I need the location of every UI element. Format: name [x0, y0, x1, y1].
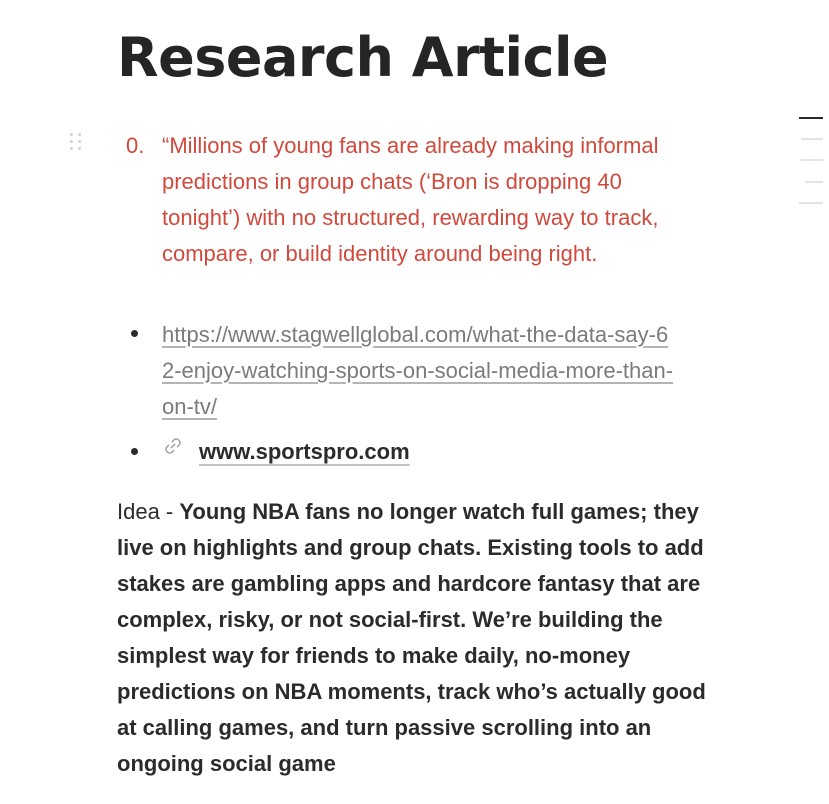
quote-list-item: “Millions of young fans are already making informal predictions in group chats (‘Bron is dropping 40 tonight’) with no structured, rewarding way to track, compare, or build identity around being right. — [162, 133, 659, 266]
toc-entry[interactable] — [799, 117, 823, 119]
toc-entry[interactable] — [805, 181, 823, 183]
toc-entry[interactable] — [801, 138, 823, 140]
page-title: Research Article — [117, 26, 609, 89]
bullet-marker — [131, 330, 138, 337]
list-number-marker: 0. — [126, 133, 145, 158]
sportspro-link[interactable]: www.sportspro.com — [199, 439, 410, 464]
stagwell-link[interactable]: https://www.stagwellglobal.com/what-the-data-say-62-enjoy-watching-sports-on-social-media-more-than-on-tv/ — [162, 322, 674, 419]
toc-entry[interactable] — [799, 202, 823, 204]
toc-entry[interactable] — [801, 159, 823, 161]
bullet-marker — [131, 448, 138, 455]
idea-body: Young NBA fans no longer watch full games; they live on highlights and group chats. Existing tools to add stakes are gambling apps and hardcore fantasy that are complex, risky, or not social-first. We’re building the simplest way for friends to make daily, no-money predictions on NBA moments, track who’s actually good at calling games, and turn passive scrolling into an ongoing social game — [117, 499, 706, 776]
drag-handle-icon[interactable] — [70, 133, 82, 155]
idea-label: Idea - — [117, 499, 180, 524]
link-icon — [163, 436, 183, 456]
idea-paragraph — [117, 494, 707, 782]
